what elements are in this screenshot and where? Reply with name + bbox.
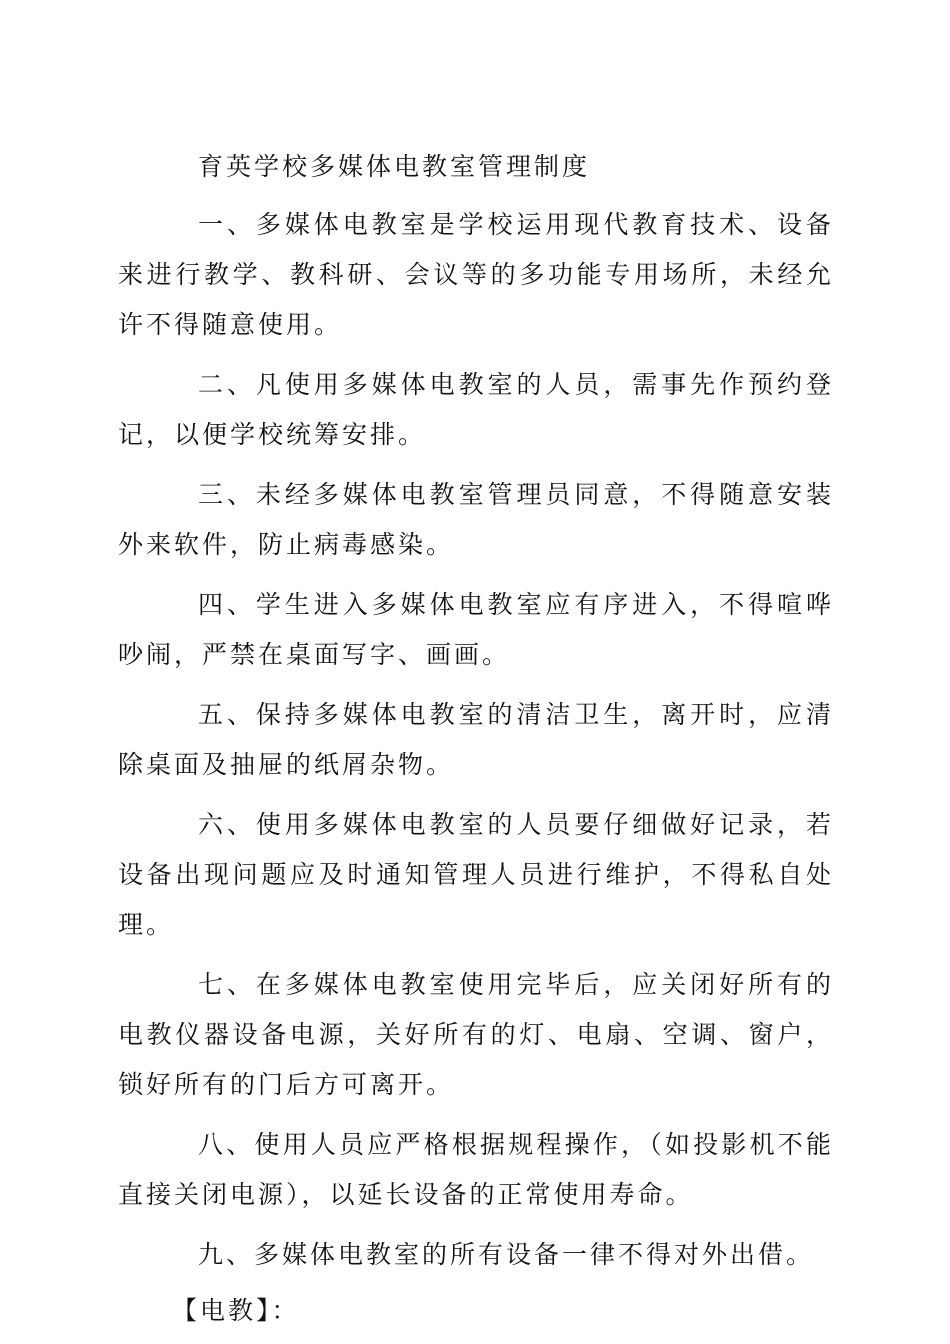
rule-paragraph-8: 八、使用人员应严格根据规程操作，（如投影机不能直接关闭电源），以延长设备的正常使用寿命。: [118, 1130, 834, 1209]
footer-label: 【电教】：: [172, 1296, 300, 1325]
rule-paragraph-6: 六、使用多媒体电教室的人员要仔细做好记录，若设备出现问题应及时通知管理人员进行维护，不得私自处理。: [118, 810, 834, 939]
document-title: 育英学校多媒体电教室管理制度: [198, 152, 591, 181]
document-body: [118, 142, 834, 1336]
rule-paragraph-2: 二、凡使用多媒体电教室的人员，需事先作预约登记，以便学校统筹安排。: [118, 370, 834, 449]
rule-paragraph-1: 一、多媒体电教室是学校运用现代教育技术、设备来进行教学、教科研、会议等的多功能专用场所，未经允许不得随意使用。: [118, 210, 834, 339]
rule-paragraph-4: 四、学生进入多媒体电教室应有序进入，不得喧哗吵闹，严禁在桌面写字、画画。: [118, 590, 834, 669]
rule-paragraph-9: 九、多媒体电教室的所有设备一律不得对外出借。: [198, 1240, 815, 1269]
rule-paragraph-7: 七、在多媒体电教室使用完毕后，应关闭好所有的电教仪器设备电源，关好所有的灯、电扇、空调、窗户，锁好所有的门后方可离开。: [118, 970, 834, 1099]
rule-paragraph-5: 五、保持多媒体电教室的清洁卫生，离开时，应清除桌面及抽屉的纸屑杂物。: [118, 700, 834, 779]
rule-paragraph-3: 三、未经多媒体电教室管理员同意，不得随意安装外来软件，防止病毒感染。: [118, 480, 834, 559]
